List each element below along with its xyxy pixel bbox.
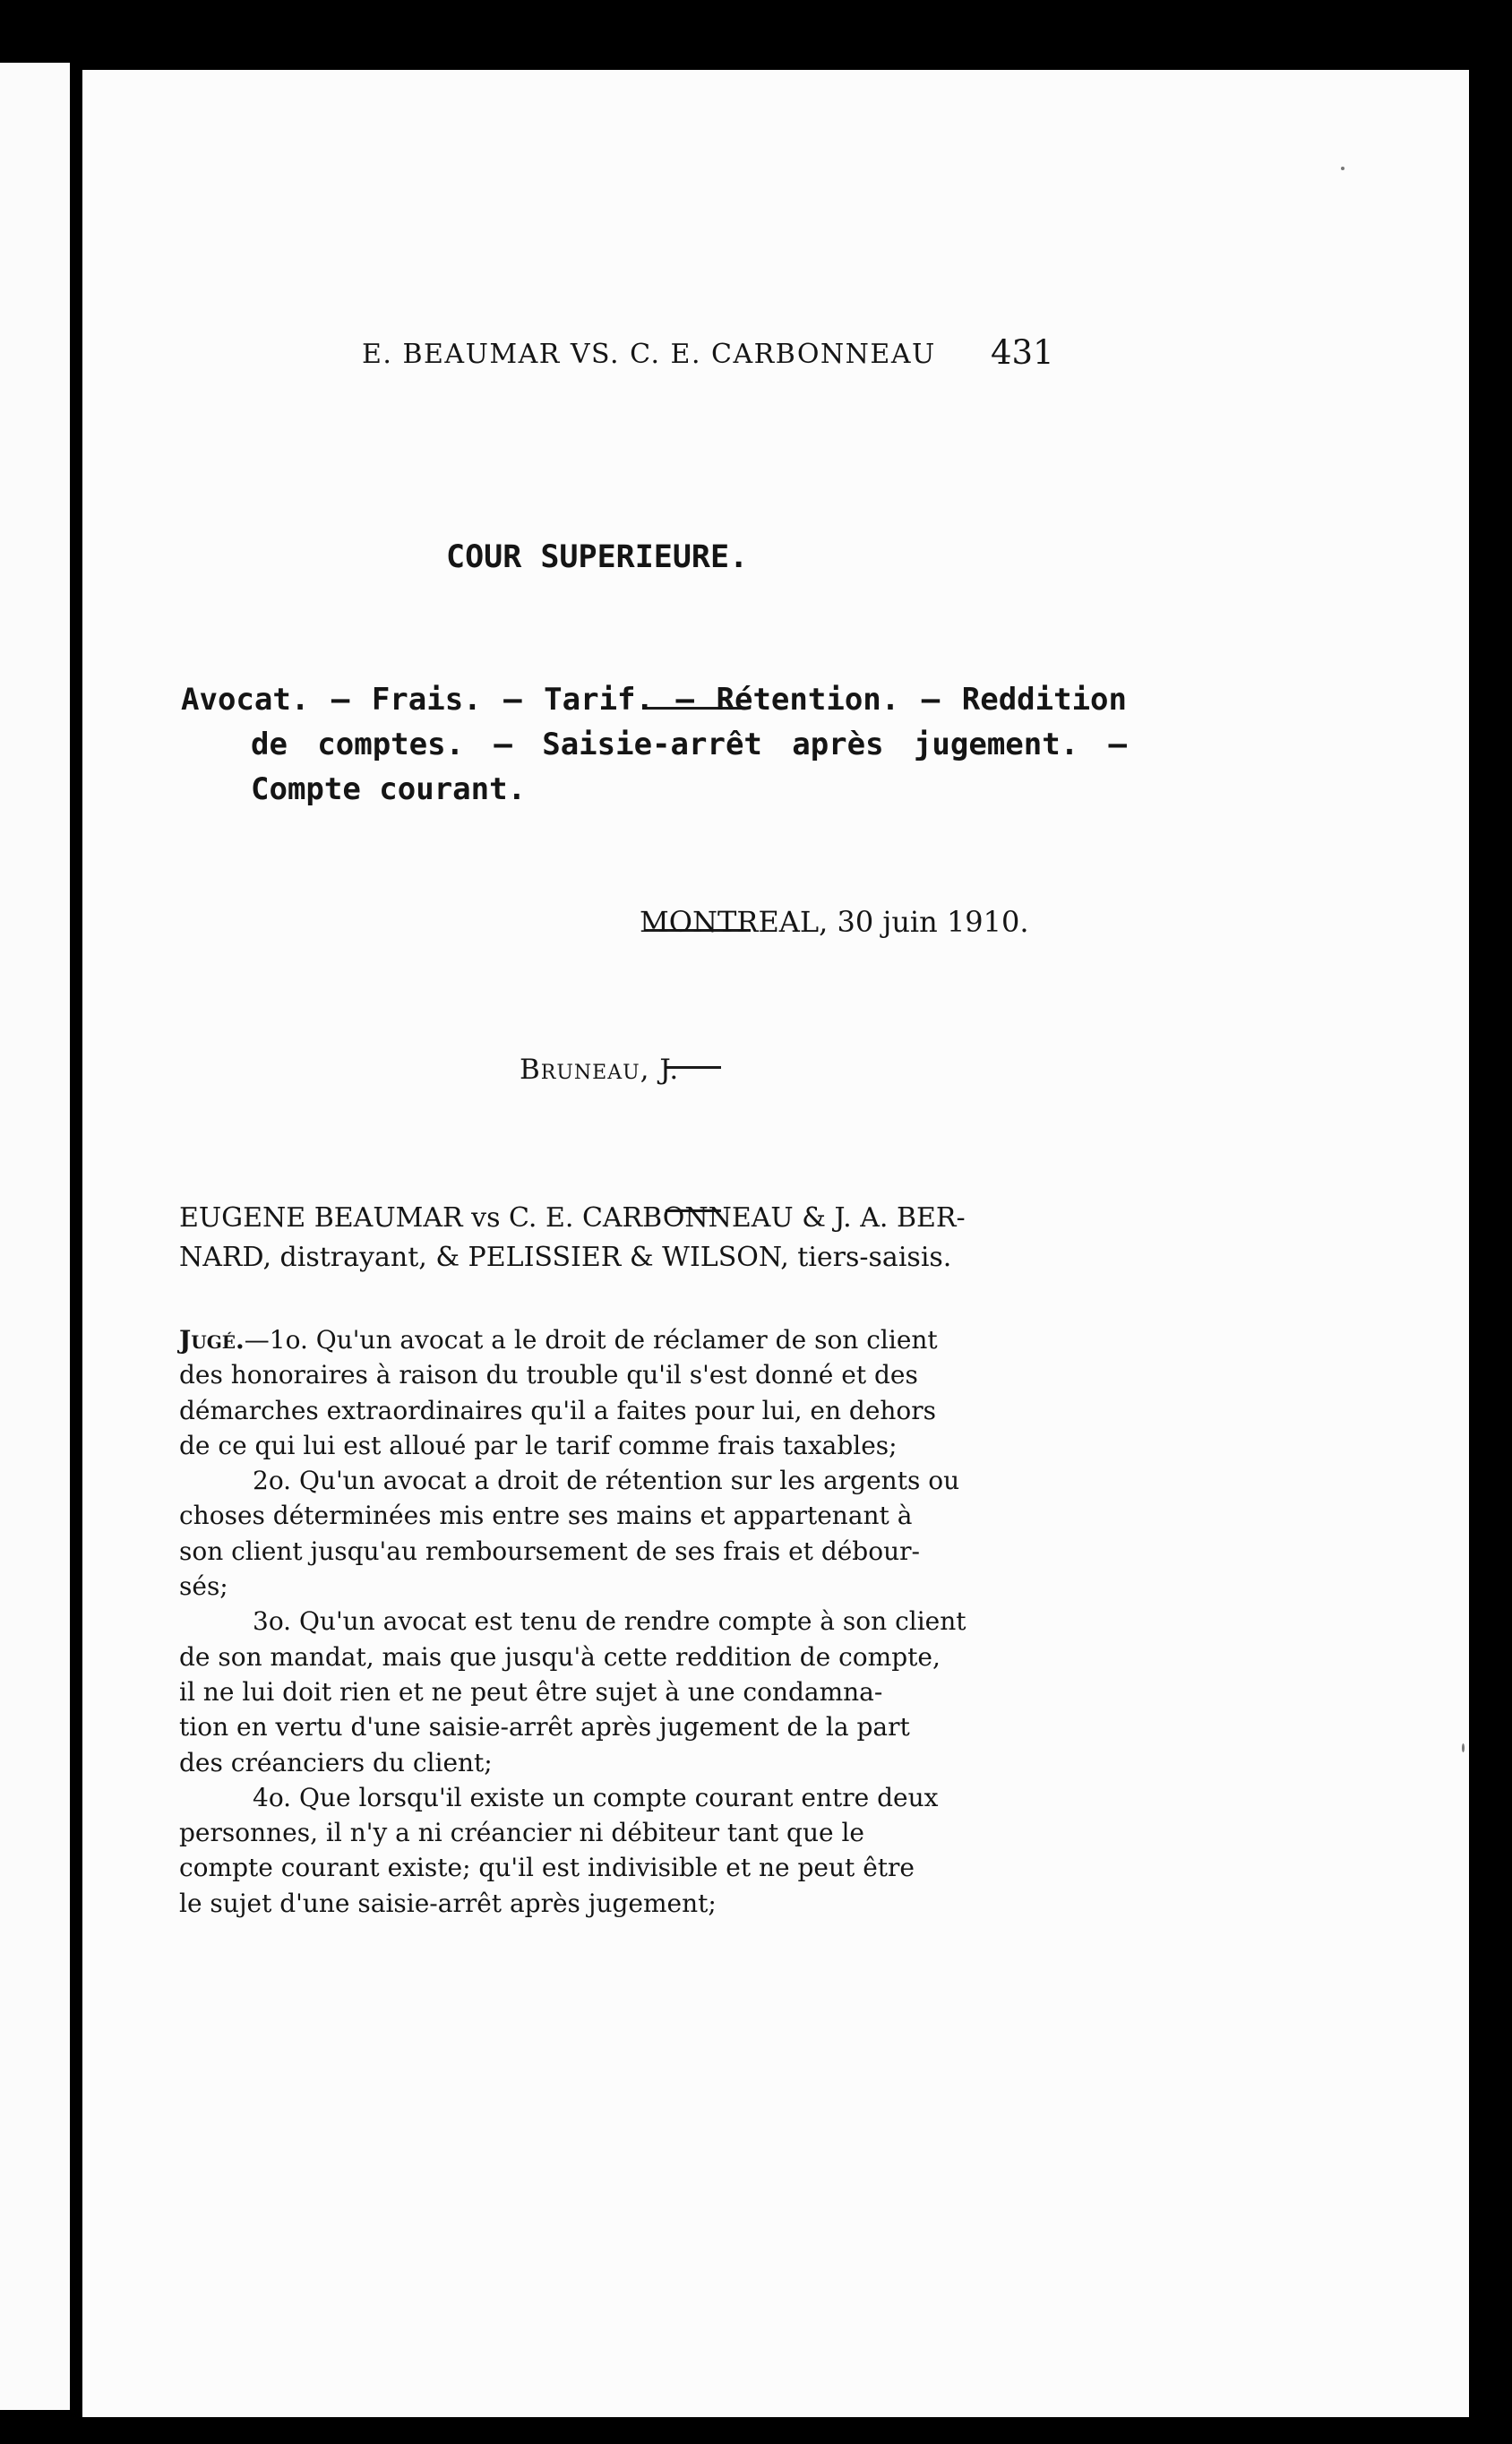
holding-line: de son mandat, mais que jusqu'à cette reddition de compte,: [179, 1641, 941, 1672]
holding-line: démarches extraordinaires qu'il a faites pour lui, en dehors: [179, 1395, 937, 1425]
holding-line: des honoraires à raison du trouble qu'il s'est donné et des: [179, 1360, 918, 1390]
holding-line: il ne lui doit rien et ne peut être sujet à une condamna-: [179, 1676, 883, 1707]
holding-line: 3o. Qu'un avocat est tenu de rendre compte à son client: [253, 1606, 966, 1637]
holding-line: des créanciers du client;: [179, 1747, 493, 1777]
scan-speck: [1462, 1743, 1465, 1752]
parties-line-1: EUGENE BEAUMAR vs C. E. CARBONNEAU & J. A. BER-: [179, 1202, 966, 1234]
running-head-title: E. BEAUMAR VS. C. E. CARBONNEAU: [362, 339, 936, 370]
case-rubric: Avocat. — Frais. — Tarif. — Rétention. — Reddition de comptes. — Saisie-arrêt après jugement. — Compte courant.: [181, 682, 1127, 807]
court-title: COUR SUPERIEURE.: [446, 539, 749, 575]
holding-label: Jugé.: [179, 1325, 245, 1355]
page-number: 431: [991, 333, 1054, 372]
holding-line: de ce qui lui est alloué par le tarif comme frais taxables;: [179, 1430, 898, 1460]
holding-line: 4o. Que lorsqu'il existe un compte courant entre deux: [253, 1782, 939, 1812]
facing-page-edge: [0, 63, 70, 2410]
holding-line: son client jusqu'au remboursement de ses frais et débour-: [179, 1536, 920, 1566]
case-parties: [179, 1199, 1123, 1278]
parties-line-2: NARD, distrayant, & PELISSIER & WILSON, tiers-saisis.: [179, 1242, 952, 1273]
holding-text: [179, 1322, 1123, 1921]
holding-line: Jugé.—1o. Qu'un avocat a le droit de réclamer de son client: [179, 1325, 938, 1355]
holding-line: compte courant existe; qu'il est indivisible et ne peut être: [179, 1853, 915, 1883]
holding-line: sés;: [179, 1571, 228, 1602]
holding-line: 2o. Qu'un avocat a droit de rétention sur les argents ou: [253, 1466, 960, 1496]
holding-line: tion en vertu d'une saisie-arrêt après jugement de la part: [179, 1712, 910, 1743]
place-and-date: MONTREAL, 30 juin 1910.: [640, 905, 1029, 939]
holding-line: le sujet d'une saisie-arrêt après jugement;: [179, 1888, 717, 1918]
judge-name: Bruneau, J.: [520, 1054, 680, 1086]
scan-speck: [1341, 167, 1344, 170]
holding-line: choses déterminées mis entre ses mains et appartenant à: [179, 1501, 913, 1531]
holding-line: personnes, il n'y a ni créancier ni débiteur tant que le: [179, 1818, 864, 1848]
